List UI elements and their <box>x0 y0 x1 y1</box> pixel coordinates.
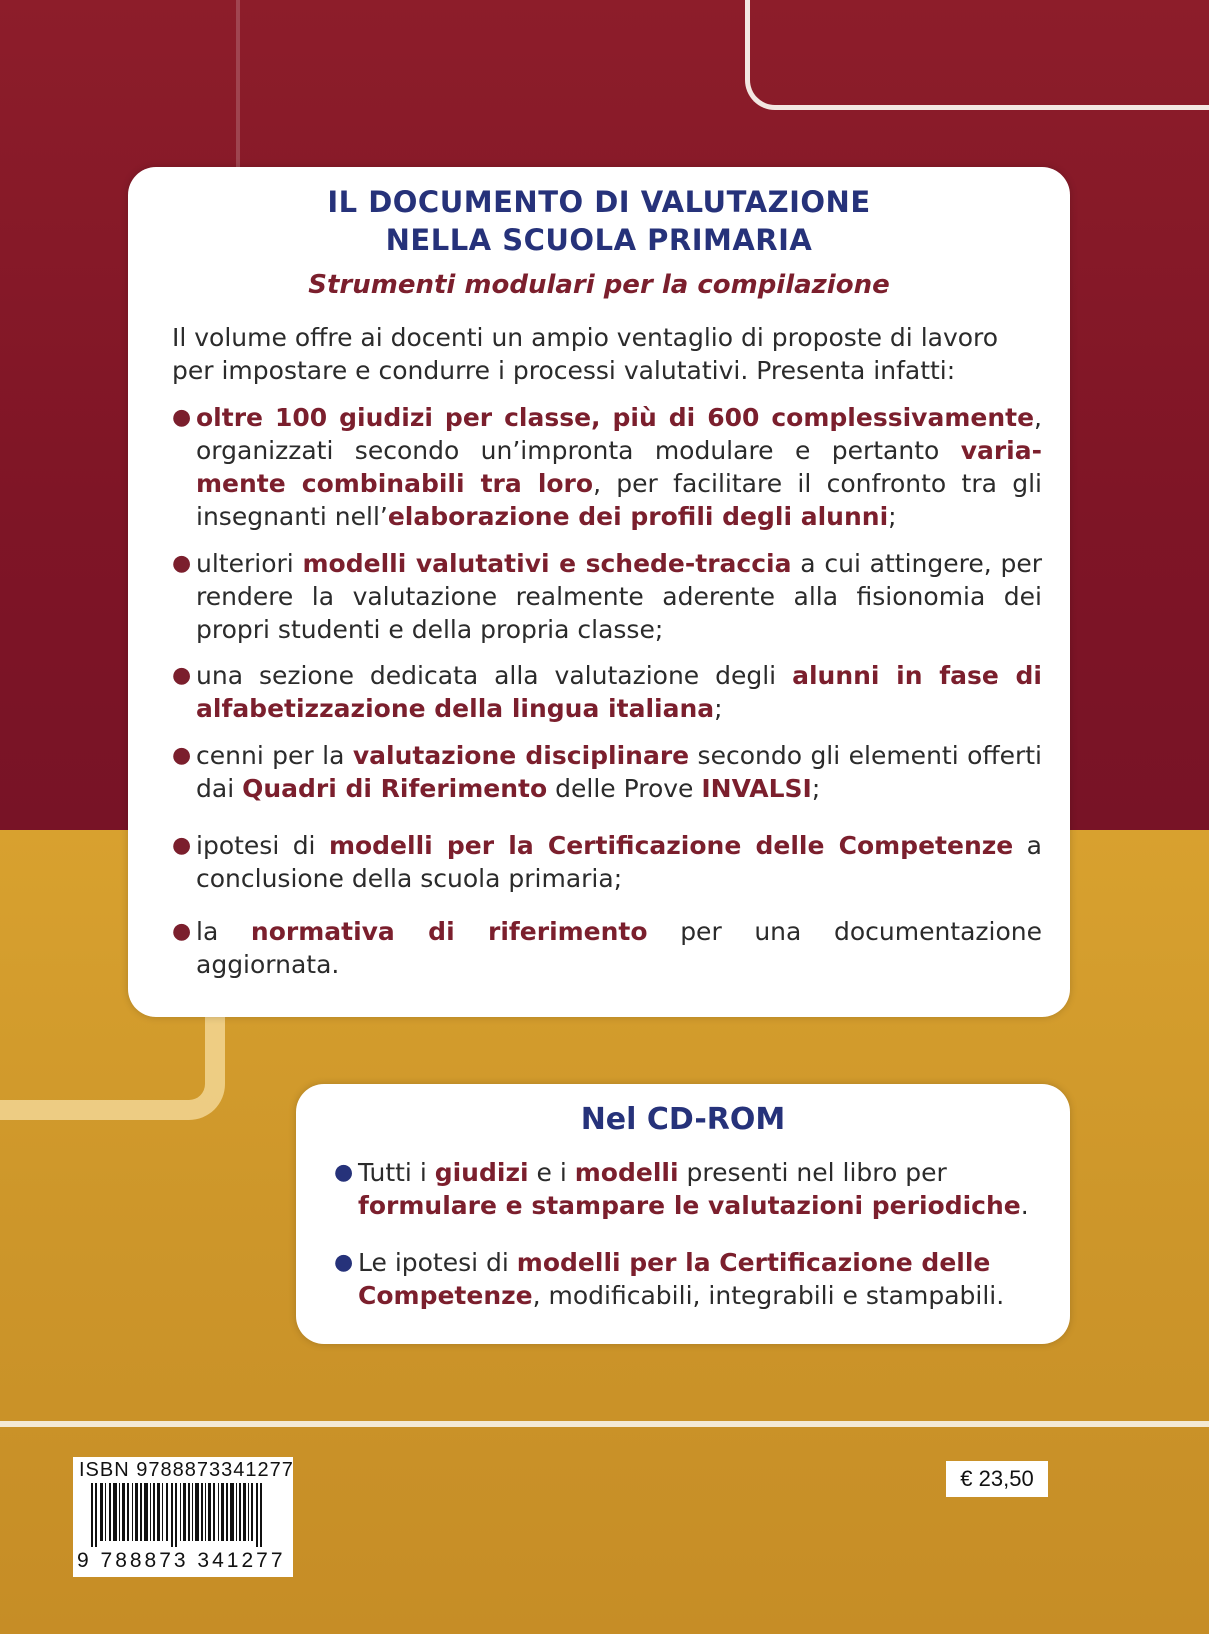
list-item: ● ulteriori modelli valutativi e schede-traccia a cui attingere, per rendere la valutazione realmente aderente alla fisionomia dei propri studenti e della propria classe; <box>172 549 1042 644</box>
cdrom-title: Nel CD-ROM <box>580 1102 786 1137</box>
main-description-card <box>128 167 1070 1017</box>
bullet-icon: ● <box>172 743 192 768</box>
list-item: ● la normativa di riferimento per una documentazione aggiornata. <box>172 917 1043 979</box>
list-item: ● Le ipotesi di modelli per la Certificazione delle Competenze, modificabili, integrabili e stampabili. <box>334 1248 1005 1310</box>
isbn-digits: 9 788873 341277 <box>77 1549 286 1572</box>
book-subtitle: Strumenti modulari per la compilazione <box>308 270 890 300</box>
isbn-barcode-box <box>73 1457 293 1577</box>
barcode-icon <box>91 1483 276 1547</box>
bullet-icon: ● <box>334 1160 354 1185</box>
list-item: ● cenni per la valutazione disciplinare secondo gli elementi offerti dai Quadri di Riferimento delle Prove INVALSI; <box>172 741 1043 803</box>
bullet-icon: ● <box>334 1250 354 1275</box>
intro-paragraph: Il volume offre ai docenti un ampio ventaglio di proposte di lavoro per impostare e condurre i processi valutativi. Presenta infatti: <box>172 323 999 385</box>
isbn-label: ISBN 9788873341277 <box>79 1459 294 1481</box>
bullet-icon: ● <box>172 551 192 576</box>
list-item: ● oltre 100 giudizi per classe, più di 600 complessivamente, organizzati secondo un’impronta modulare e pertanto varia-mente combinabili tra loro, per facilitare il confronto tra gli insegnanti nell’elaborazione dei profili degli alunni; <box>172 403 1042 531</box>
bullet-icon: ● <box>172 405 192 430</box>
book-title-line2: NELLA SCUOLA PRIMARIA <box>385 223 813 257</box>
decorative-horizontal-line <box>0 1421 1209 1427</box>
list-item: ● ipotesi di modelli per la Certificazione delle Competenze a conclusione della scuola primaria; <box>172 831 1042 893</box>
cdrom-card <box>296 1084 1070 1344</box>
list-item: ● una sezione dedicata alla valutazione degli alunni in fase di alfabetizzazione della lingua italiana; <box>172 661 1042 723</box>
decorative-corner-line <box>745 0 1209 110</box>
book-title-line1: IL DOCUMENTO DI VALUTAZIONE <box>327 185 871 219</box>
bullet-icon: ● <box>172 919 192 944</box>
decorative-vertical-line <box>236 0 240 180</box>
price-tag: € 23,50 <box>946 1461 1048 1497</box>
bullet-icon: ● <box>172 663 192 688</box>
bullet-icon: ● <box>172 833 192 858</box>
list-item: ● Tutti i giudizi e i modelli presenti nel libro per formulare e stampare le valutazioni periodiche. <box>334 1158 1029 1220</box>
